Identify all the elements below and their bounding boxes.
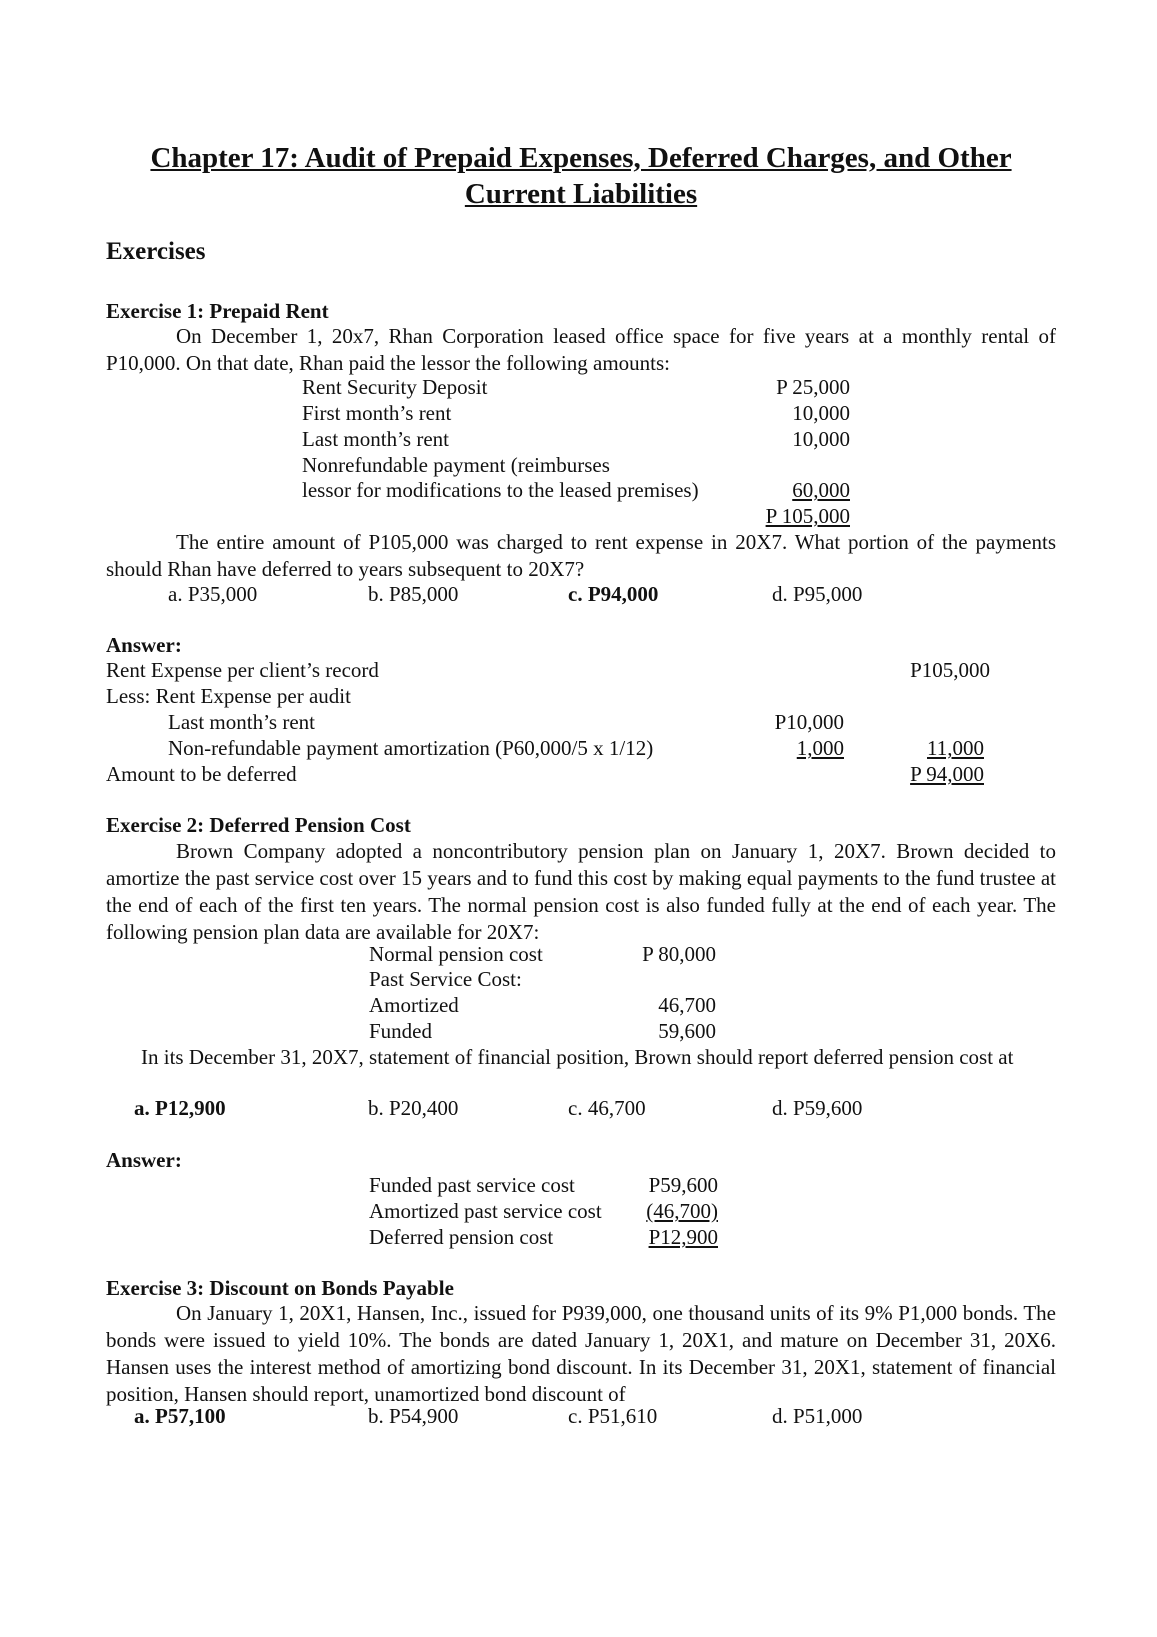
- ex2-item-label: Normal pension cost: [369, 942, 543, 966]
- ex1-answer-row-amount: 1,000: [796, 736, 844, 760]
- ex1-choice-a: a. P35,000: [168, 582, 258, 606]
- exercise-3-paragraph-1: On January 1, 20X1, Hansen, Inc., issued for P939,000, one thousand units of its 9% P1,000 bonds. The bonds were issued to yield 10%. The bonds are dated January 1, 20X1, and mature on December 31, 20X6. Hansen uses the interest method of amortizing bond discount. In its December 31, 20X1, statement of financial position, Hansen should report, unamortized bond discount of: [106, 1301, 1056, 1406]
- ex2-item-label: Amortized: [369, 993, 459, 1017]
- ex1-item-label: Rent Security Deposit: [302, 375, 488, 399]
- ex2-answer-row-label: Amortized past service cost: [369, 1199, 602, 1223]
- ex1-answer-row-total: 11,000: [927, 736, 984, 760]
- exercise-1-paragraph-2: The entire amount of P105,000 was charged to rent expense in 20X7. What portion of the payments should Rhan have deferred to years subsequent to 20X7?: [106, 530, 1056, 581]
- ex2-choice-d: d. P59,600: [772, 1096, 863, 1120]
- ex2-choice-a-correct: a. P12,900: [134, 1096, 226, 1120]
- ex2-answer-label: Answer:: [106, 1148, 182, 1172]
- ex2-answer-row-label: Deferred pension cost: [369, 1225, 554, 1249]
- ex1-answer-row-label: Non-refundable payment amortization (P60,000/5 x 1/12): [168, 736, 654, 760]
- ex2-choice-b: b. P20,400: [368, 1096, 459, 1120]
- ex1-item-label: Last month’s rent: [302, 427, 449, 451]
- ex1-choice-b: b. P85,000: [368, 582, 459, 606]
- exercise-1-paragraph-1: On December 1, 20x7, Rhan Corporation leased office space for five years at a monthly rental of P10,000. On that date, Rhan paid the lessor the following amounts:: [106, 324, 1056, 375]
- ex1-item-amount: 10,000: [792, 401, 850, 425]
- ex3-choice-c: c. P51,610: [568, 1404, 658, 1428]
- exercise-2-paragraph-2: In its December 31, 20X7, statement of financial position, Brown should report deferred pension cost at: [141, 1045, 1014, 1069]
- ex1-choice-c-correct: c. P94,000: [568, 582, 659, 606]
- exercise-2-heading: Exercise 2: Deferred Pension Cost: [106, 813, 411, 837]
- ex1-answer-row-label: Amount to be deferred: [106, 762, 297, 786]
- chapter-title-line-1: Chapter 17: Audit of Prepaid Expenses, Deferred Charges, and Other: [150, 142, 1012, 174]
- ex3-choice-b: b. P54,900: [368, 1404, 459, 1428]
- ex1-choice-d: d. P95,000: [772, 582, 863, 606]
- document-page: [106, 0, 1056, 1637]
- chapter-title: [106, 140, 1056, 212]
- ex1-answer-row-label: Rent Expense per client’s record: [106, 658, 379, 682]
- exercise-3-heading: Exercise 3: Discount on Bonds Payable: [106, 1276, 454, 1300]
- exercise-2-paragraph-1: Brown Company adopted a noncontributory pension plan on January 1, 20X7. Brown decided to amortize the past service cost over 15 years and to fund this cost by making equal payments to the fund trustee at the end of each of the first ten years. The normal pension cost is also funded fully at the end of each year. The following pension plan data are available for 20X7:: [106, 839, 1056, 944]
- ex2-choice-c: c. 46,700: [568, 1096, 646, 1120]
- section-heading: Exercises: [106, 238, 206, 265]
- ex1-answer-row-label: Last month’s rent: [168, 710, 315, 734]
- ex1-answer-row-total: P 94,000: [910, 762, 984, 786]
- ex1-answer-row-amount: P10,000: [774, 710, 844, 734]
- ex1-item-label: Nonrefundable payment (reimburses: [302, 453, 610, 477]
- ex2-answer-row-label: Funded past service cost: [369, 1173, 575, 1197]
- ex1-total: P 105,000: [765, 504, 850, 528]
- ex1-item-amount: P 25,000: [776, 375, 850, 399]
- ex2-item-label: Funded: [369, 1019, 432, 1043]
- chapter-title-line-2: Current Liabilities: [464, 178, 698, 210]
- exercise-1-heading: Exercise 1: Prepaid Rent: [106, 299, 329, 323]
- ex1-item-amount: 60,000: [792, 478, 850, 502]
- ex1-answer-row-label: Less: Rent Expense per audit: [106, 684, 351, 708]
- ex2-item-amount: 46,700: [658, 993, 716, 1017]
- ex3-choice-a-correct: a. P57,100: [134, 1404, 226, 1428]
- ex2-answer-row-amount: (46,700): [646, 1199, 718, 1223]
- ex2-answer-row-amount: P59,600: [648, 1173, 718, 1197]
- ex1-item-label: lessor for modifications to the leased premises): [302, 478, 699, 502]
- ex2-item-label: Past Service Cost:: [369, 967, 522, 991]
- ex1-item-amount: 10,000: [792, 427, 850, 451]
- ex1-item-label: First month’s rent: [302, 401, 452, 425]
- ex3-choice-d: d. P51,000: [772, 1404, 863, 1428]
- ex1-answer-label: Answer:: [106, 633, 182, 657]
- ex2-answer-row-amount: P12,900: [648, 1225, 718, 1249]
- ex2-item-amount: P 80,000: [642, 942, 716, 966]
- ex1-answer-row-total: P105,000: [910, 658, 990, 682]
- ex2-item-amount: 59,600: [658, 1019, 716, 1043]
